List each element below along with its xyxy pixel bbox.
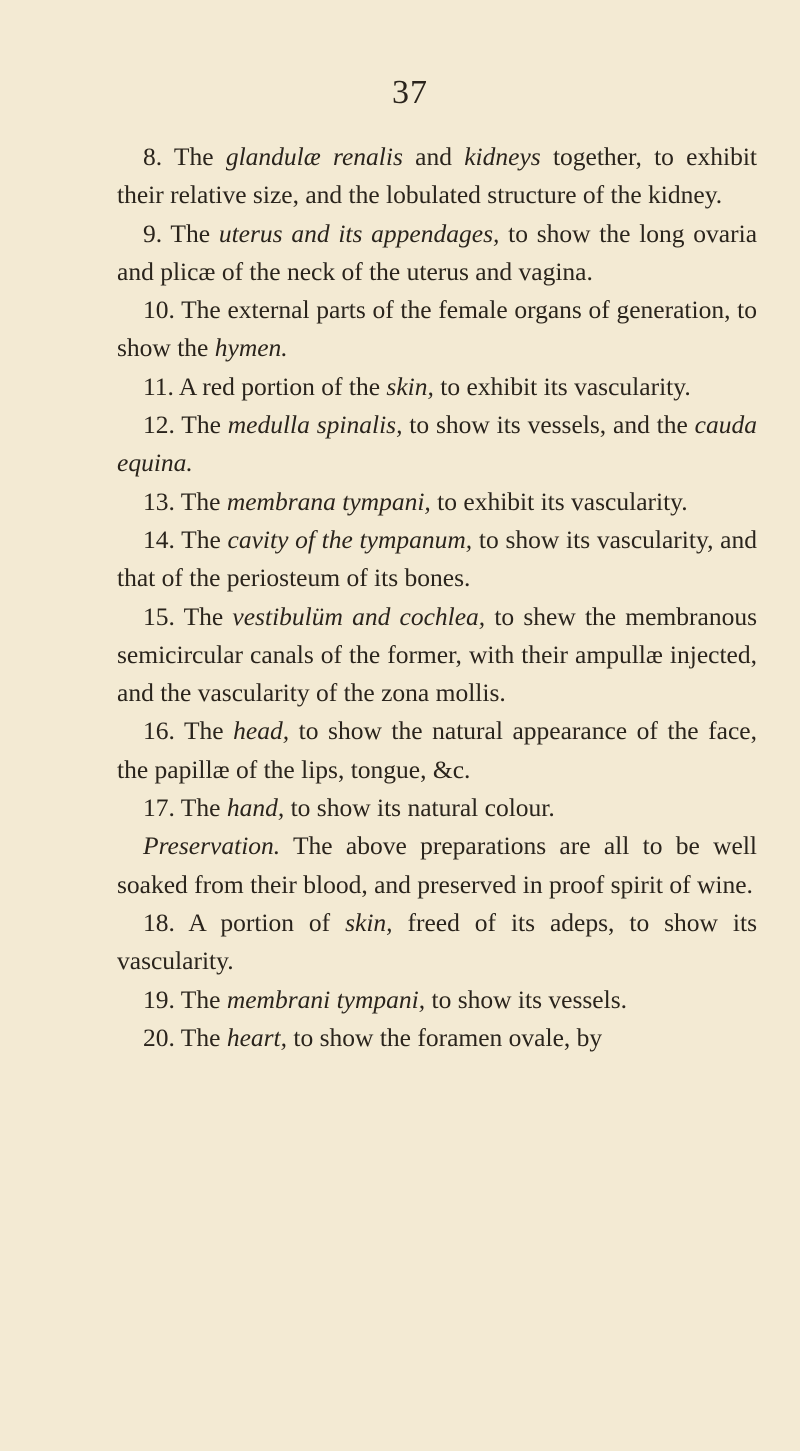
entry-text: together, to exhibit their relative size, and the lobulated structure of the kidney. [117, 142, 757, 210]
entry-paragraph [117, 981, 757, 1019]
entry-italic-term: glandulæ renalis [225, 142, 403, 171]
entry-italic-term: uterus and its appendages, [218, 218, 500, 248]
entry-text: 13. The [143, 486, 227, 516]
entry-italic-term: Preservation. [143, 831, 281, 861]
entry-italic-term: medulla spinalis, [227, 410, 403, 440]
entry-text: to show its vessels, and the [402, 410, 695, 440]
entry-text: 17. The [143, 793, 227, 823]
entry-text: 12. The [143, 410, 228, 440]
entry-italic-term: hand, [226, 793, 285, 823]
entry-paragraph [117, 712, 757, 789]
entry-italic-term: membrani tympani, [226, 984, 426, 1014]
entry-text: 20. The [143, 1022, 227, 1052]
entry-text: 14. The [143, 524, 228, 554]
entry-text: to show the long ovaria and plicæ of the neck of the uterus and vagina. [117, 218, 758, 286]
entry-italic-term: membrana tympani, [226, 486, 431, 516]
entry-text: 18. A portion of [143, 907, 346, 937]
entry-text: 10. The external parts of the female organs of generation, to show the [117, 295, 757, 363]
entry-paragraph [117, 1019, 757, 1057]
entry-text: to shew the membranous semicircular canals of the former, with their ampullæ injected, and the vascularity of the zona mollis. [117, 601, 757, 708]
entry-italic-term: cavity of the tympanum, [227, 524, 473, 554]
entry-italic-term: heart, [226, 1022, 288, 1052]
entry-text: to show the natural appearance of the face, the papillæ of the lips, tongue, &c. [117, 716, 757, 784]
entry-text: and [402, 142, 465, 171]
entry-text: 16. The [143, 716, 234, 746]
entry-paragraph [117, 598, 757, 713]
page-number: 37 [392, 74, 428, 111]
entry-paragraph [117, 291, 757, 368]
entry-text: 8. The [143, 142, 226, 171]
entry-italic-term: skin, [386, 371, 434, 401]
entry-italic-term: head, [233, 716, 290, 746]
entry-text: to show its vascularity, and that of the periosteum of its bones. [117, 524, 757, 593]
entry-text: to exhibit its vascularity. [430, 486, 688, 516]
entry-paragraph [117, 138, 757, 215]
entry-italic-term: skin, [345, 907, 393, 937]
entry-paragraph [117, 904, 757, 981]
entry-italic-term: kidneys [464, 142, 541, 171]
entry-paragraph [117, 406, 757, 483]
entry-list [117, 138, 757, 1057]
entry-text: to show its vessels. [425, 984, 628, 1014]
entry-text: 11. A red portion of the [143, 371, 387, 401]
entry-paragraph [117, 368, 757, 406]
entry-paragraph [117, 789, 757, 827]
entry-text: to show its natural colour. [284, 793, 555, 823]
entry-text: 15. The [143, 601, 233, 631]
entry-paragraph [117, 483, 757, 521]
entry-italic-term: vestibulüm and cochlea, [232, 601, 486, 631]
entry-text: 9. The [143, 218, 219, 248]
entry-italic-term: hymen. [214, 333, 288, 363]
entry-text: to show the foramen ovale, by [287, 1022, 603, 1052]
entry-paragraph [117, 215, 757, 292]
entry-paragraph [117, 827, 757, 904]
entry-text: 19. The [143, 984, 227, 1014]
entry-paragraph [117, 521, 757, 598]
entry-text: freed of its adeps, to show its vascularity. [117, 907, 757, 976]
entry-italic-term: cauda equina. [117, 410, 757, 478]
entry-text: The above preparations are all to be well soaked from their blood, and preserved in proof spirit of wine. [117, 831, 757, 899]
entry-text: to exhibit its vascularity. [433, 371, 691, 401]
